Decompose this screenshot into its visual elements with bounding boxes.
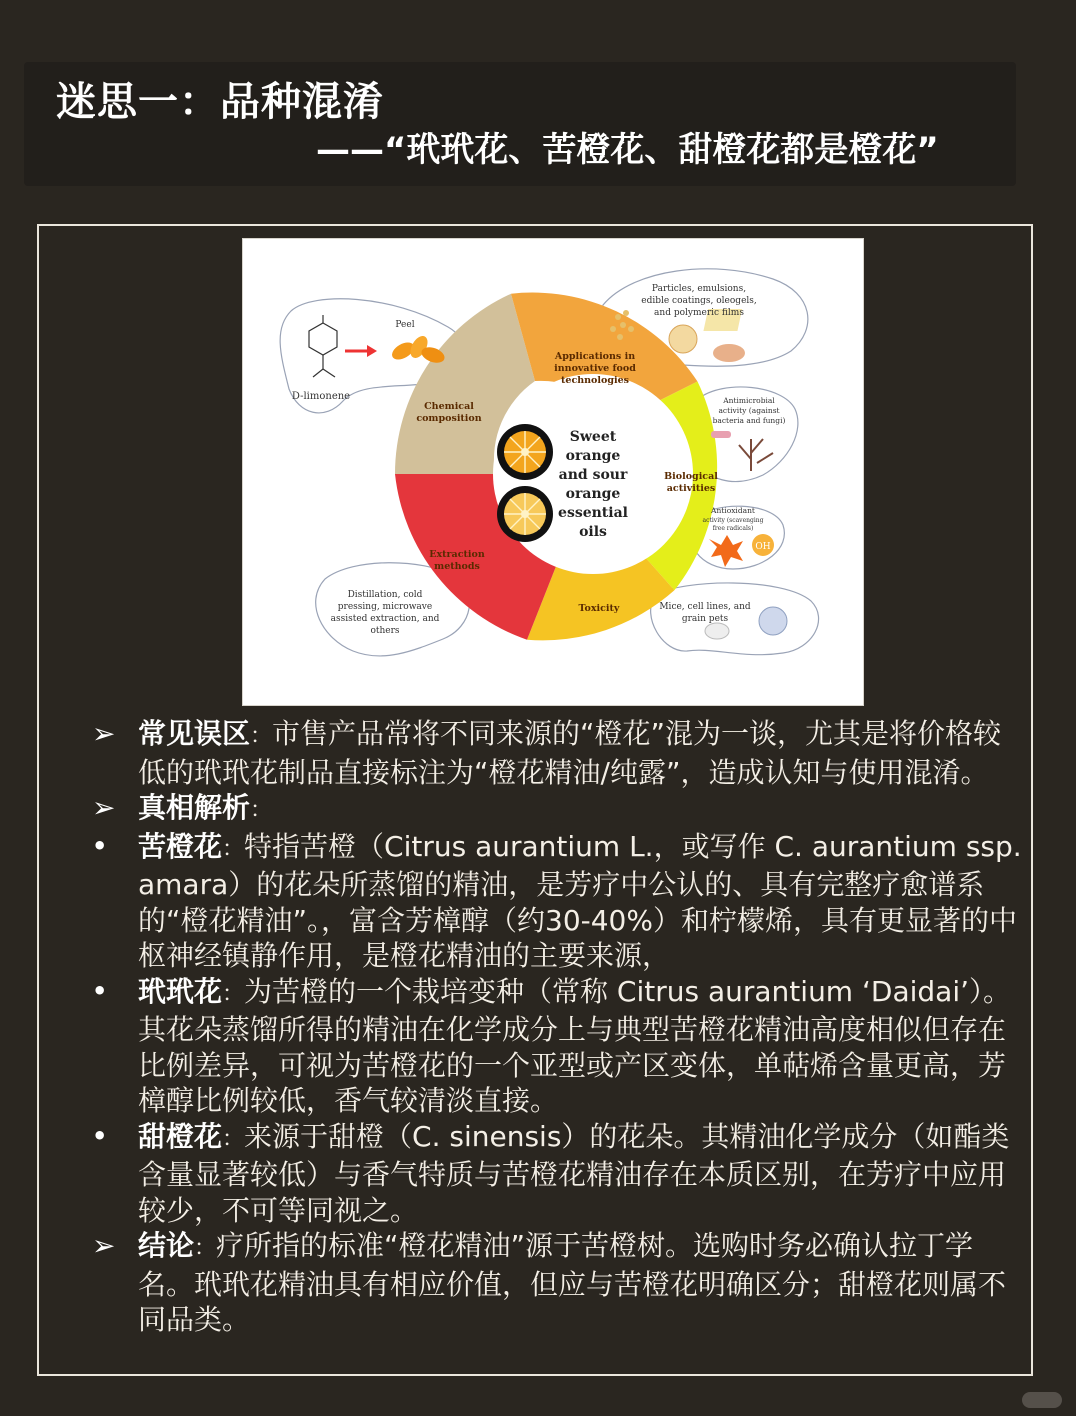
- peel-label: Peel: [395, 320, 415, 330]
- arrow-bullet-icon: ➢: [92, 791, 116, 824]
- page-subtitle: ——“玳玳花、苦橙花、甜橙花都是橙花”: [316, 130, 939, 170]
- cell-icon: [759, 607, 787, 635]
- applications-label: innovative food: [554, 363, 636, 374]
- arrow-bullet-icon: ➢: [92, 717, 116, 750]
- daidai-item: [88, 974, 1028, 1119]
- watermark-icon: [1022, 1392, 1062, 1408]
- radical-icon: [709, 535, 743, 567]
- conclusion-term: 结论: [138, 1229, 195, 1262]
- colon: ：: [222, 836, 245, 862]
- oleogel-icon: [713, 344, 745, 362]
- sweet-orange-item: [88, 1119, 1028, 1229]
- svg-text:orange: orange: [565, 486, 621, 502]
- bitter-orange-term: 苦橙花: [138, 829, 223, 863]
- misconception-text: 市售产品常将不同来源的“橙花”混为一谈，尤其是将价格较低的玳玳花制品直接标注为“橙花精油/纯露”，造成认知与使用混淆。: [138, 717, 1002, 789]
- antioxidant-label: free radicals): [712, 525, 754, 532]
- article-body: [88, 716, 1028, 1338]
- colon: ：: [250, 724, 273, 749]
- mice-label: grain pets: [681, 614, 729, 624]
- emulsion-icon: [669, 325, 697, 353]
- colon: ：: [222, 1126, 245, 1152]
- page-title: 迷思一：品种混淆: [56, 79, 384, 125]
- svg-text:orange: orange: [565, 448, 621, 464]
- svg-text:essential: essential: [558, 505, 628, 521]
- conclusion-text: 疗所指的标准“橙花精油”源于苦橙树。选购时务必确认拉丁学名。玳玳花精油具有相应价值，但应与苦橙花明确区分；甜橙花则属不同品类。: [138, 1229, 1007, 1336]
- distillation-label: pressing, microwave: [337, 602, 433, 612]
- bitter-orange-text: 特指苦橙（Citrus aurantium L.，或写作 C. aurantium ssp. amara）的花朵所蒸馏的精油，是芳疗中公认的、具有完整疗愈谱系的“橙花精油”。，富含芳樟醇（约30-40%）和柠檬烯，具有更显著的中枢神经镇静作用，是橙花精油的主要来源，: [138, 829, 1022, 972]
- distillation-label: others: [370, 626, 400, 636]
- distillation-label: assisted extraction, and: [330, 614, 440, 624]
- antioxidant-label: Antioxidant: [711, 506, 755, 515]
- biological-label: activities: [666, 483, 716, 494]
- mice-label: Mice, cell lines, and: [659, 602, 751, 612]
- antioxidant-label: activity (scavenging: [702, 517, 764, 524]
- particles-label: Particles, emulsions,: [651, 284, 747, 294]
- mouse-icon: [705, 623, 729, 639]
- truth-item: [88, 790, 1028, 829]
- orange-peel-icon: [389, 333, 447, 366]
- particles-label: edible coatings, oleogels,: [641, 296, 757, 306]
- toxicity-label: Toxicity: [578, 603, 620, 614]
- fungi-icon: [739, 439, 773, 471]
- mice-bubble: [651, 583, 819, 655]
- misconception-term: 常见误区: [138, 717, 251, 750]
- citrus-oil-diagram: [242, 238, 864, 706]
- svg-text:oils: oils: [579, 524, 607, 540]
- antimicrobial-label: Antimicrobial: [723, 396, 775, 405]
- truth-term: 真相解析: [138, 791, 251, 824]
- biological-label: Biological: [664, 471, 718, 482]
- dlimonene-label: D-limonene: [291, 391, 351, 402]
- bitter-orange-item: [88, 829, 1028, 974]
- orange-slice-icon: [497, 486, 553, 542]
- dot-bullet-icon: •: [92, 1121, 108, 1150]
- dot-bullet-icon: •: [92, 976, 108, 1005]
- conclusion-item: [88, 1228, 1028, 1338]
- misconception-item: [88, 716, 1028, 790]
- d-limonene-molecule-icon: [309, 315, 337, 377]
- svg-text:and sour: and sour: [558, 467, 628, 483]
- extraction-label: methods: [434, 561, 480, 572]
- colon: ：: [194, 1236, 217, 1261]
- bacteria-icon: [711, 431, 731, 438]
- orange-slice-icon: [497, 424, 553, 480]
- colon: ：: [250, 798, 273, 823]
- daidai-term: 玳玳花: [138, 974, 223, 1008]
- chemical-label: composition: [416, 413, 482, 424]
- sweet-orange-text: 来源于甜橙（C. sinensis）的花朵。其精油化学成分（如酯类含量显著较低）与香气特质与苦橙花精油存在本质区别，在芳疗中应用较少，不可等同视之。: [138, 1119, 1010, 1227]
- extraction-label: Extraction: [429, 549, 485, 560]
- sweet-orange-term: 甜橙花: [138, 1119, 223, 1153]
- antimicrobial-label: bacteria and fungi): [712, 416, 786, 425]
- applications-label: Applications in: [554, 351, 636, 362]
- distillation-label: Distillation, cold: [347, 590, 423, 600]
- chemical-label: Chemical: [424, 401, 474, 412]
- applications-label: technologies: [561, 375, 629, 386]
- svg-text:Sweet: Sweet: [569, 429, 617, 445]
- arrow-bullet-icon: ➢: [92, 1229, 116, 1262]
- colon: ：: [222, 981, 245, 1007]
- particles-label: and polymeric films: [654, 308, 744, 318]
- arrow-icon: [345, 345, 377, 357]
- dot-bullet-icon: •: [92, 831, 108, 860]
- antimicrobial-label: activity (against: [718, 406, 780, 415]
- svg-text:OH: OH: [755, 542, 771, 552]
- daidai-text: 为苦橙的一个栽培变种（常称 Citrus aurantium ‘Daidai’）。其花朵蒸馏所得的精油在化学成分上与典型苦橙花精油高度相似但存在比例差异，可视为苦橙花的一个亚型或产区变体，单萜烯含量更高，芳樟醇比例较低，香气较清淡直接。: [138, 974, 1011, 1117]
